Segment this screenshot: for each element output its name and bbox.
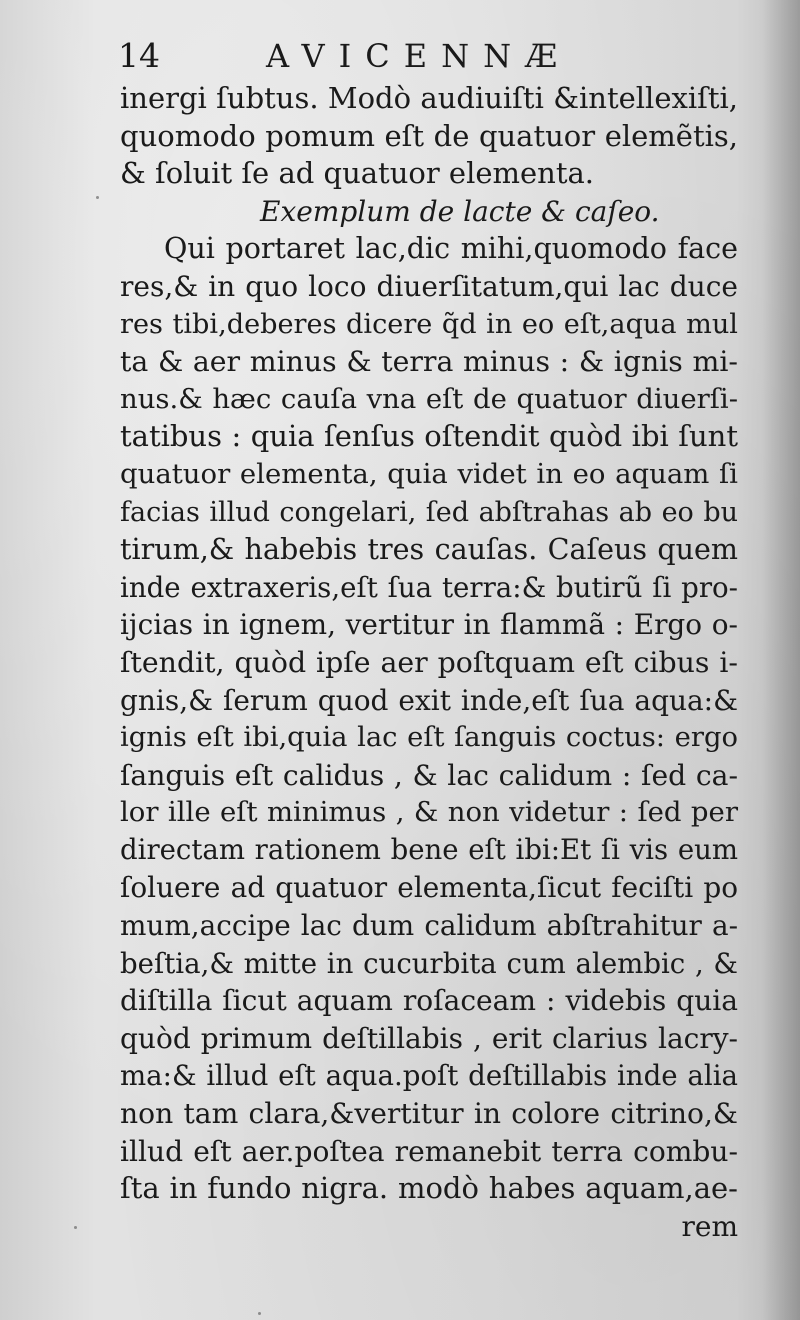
body-text xyxy=(120,80,738,1245)
text-line: res,& in quo loco diuerſitatum,qui lac duce xyxy=(120,269,738,303)
text-line: quomodo pomum eſt de quatuor elemẽtis, xyxy=(120,118,738,153)
text-line: Qui portaret lac,dic mihi,quomodo face xyxy=(164,232,738,266)
text-line: facias illud congelari, ſed abſtrahas ab eo bu xyxy=(120,496,738,528)
text-line: diſtilla ſicut aquam roſaceam : videbis quia xyxy=(120,984,738,1018)
text-line: beſtia,& mitte in cucurbita cum alembic , & xyxy=(120,946,738,980)
text-line: ſtendit, quòd ipſe aer poſtquam eſt cibus i- xyxy=(120,645,738,679)
text-line: ijcias in ignem, vertitur in flammã : Ergo o- xyxy=(120,608,738,642)
text-line: tirum,& habebis tres cauſas. Caſeus quem xyxy=(120,532,738,567)
text-line: nus.& hæc cauſa vna eſt de quatuor diuerſi- xyxy=(120,382,738,415)
text-line: ta & aer minus & terra minus : & ignis mi- xyxy=(120,345,738,379)
text-line: quòd primum deſtillabis , erit clarius lacry- xyxy=(120,1021,738,1055)
section-heading: Exemplum de lacte & caſeo. xyxy=(260,194,660,228)
text-line: illud eſt aer.poſtea remanebit terra combu- xyxy=(120,1134,738,1168)
text-line: gnis,& ſerum quod exit inde,eſt ſua aqua:& xyxy=(120,683,738,717)
text-line: ma:& illud eſt aqua.poſt deſtillabis inde alia xyxy=(120,1059,738,1093)
text-line: non tam clara,&vertitur in colore citrino,& xyxy=(120,1097,738,1131)
text-line: inde extraxeris,eſt ſua terra:& butirũ ſi pro- xyxy=(120,570,738,604)
paper-speck xyxy=(74,1226,77,1229)
text-line: mum,accipe lac dum calidum abſtrahitur a- xyxy=(120,909,738,943)
running-head: AVICENNÆ xyxy=(266,37,572,75)
text-line: ſoluere ad quatuor elementa,ſicut feciſti po xyxy=(120,871,738,905)
text-line: lor ille eſt minimus , & non videtur : ſed per xyxy=(120,796,738,829)
text-line: ſanguis eſt calidus , & lac calidum : ſed ca- xyxy=(120,758,738,792)
text-line: ignis eſt ibi,quia lac eſt ſanguis coctus: ergo xyxy=(120,722,738,754)
text-line: res tibi,deberes dicere q̃d in eo eſt,aqua mul xyxy=(120,308,738,340)
page-header xyxy=(118,34,638,78)
text-line: inergi ſubtus. Modò audiuiſti &intellexiſti, xyxy=(120,81,738,115)
catchword: rem xyxy=(681,1209,738,1243)
text-line: tatibus : quia ſenſus oſtendit quòd ibi ſunt xyxy=(120,419,738,454)
paper-speck xyxy=(96,196,99,199)
page-gutter-shadow xyxy=(762,0,800,1320)
text-line: quatuor elementa, quia videt in eo aquam ſi xyxy=(120,457,738,490)
paper-speck xyxy=(258,1312,261,1315)
page-number: 14 xyxy=(118,36,160,75)
text-line: ſta in fundo nigra. modò habes aquam,ae- xyxy=(120,1171,738,1206)
text-line: directam rationem bene eſt ibi:Et ſi vis eum xyxy=(120,833,738,866)
text-line: & ſoluit ſe ad quatuor elementa. xyxy=(120,156,595,191)
